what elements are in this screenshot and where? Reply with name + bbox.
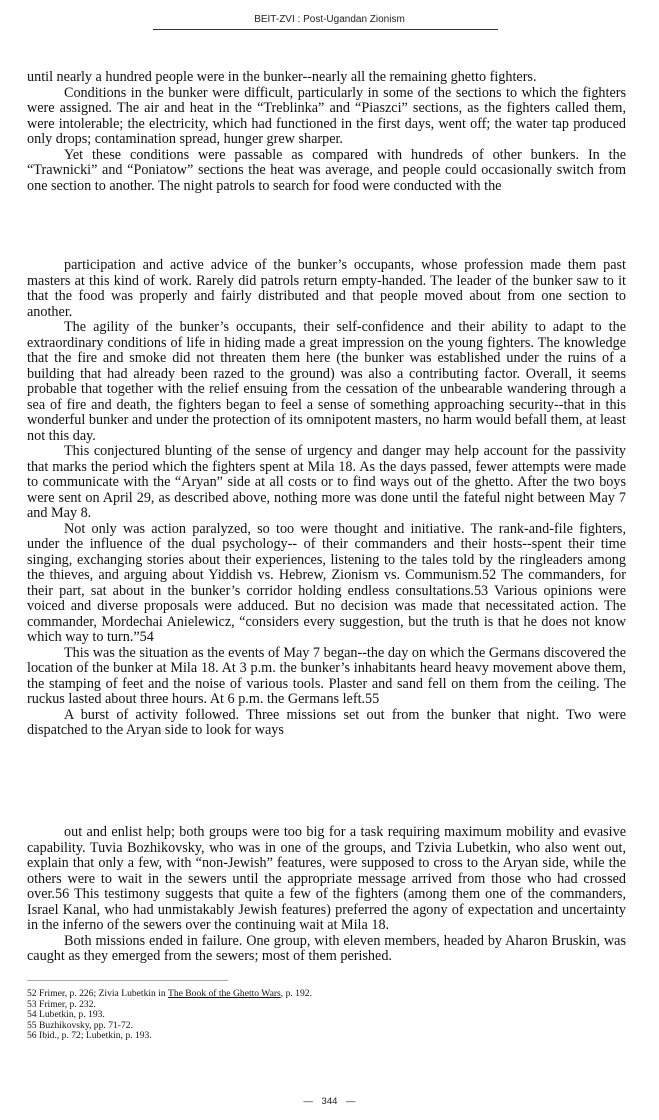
paragraph: A burst of activity followed. Three missions set out from the bunker that night. Two were dispatched to the Aryan side to look for ways [27, 706, 626, 738]
footnote-text: Frimer, p. 226; Zivia Lubetkin in [39, 988, 168, 999]
body-block-3 [27, 825, 626, 965]
footnote-number: 55 [27, 1019, 37, 1031]
footnotes [27, 989, 357, 1042]
paragraph: The agility of the bunker’s occupants, their self-confidence and their ability to adapt to the extraordinary conditions of life in hiding made a great impression on the young fighters. The knowledge that the fire and smoke did not threaten them here (the bunker was established under the ruins of a building that had already been razed to the ground) was also a contributing factor. Overall, it seems probable that together with the relief ensuing from the cessation of the unbearable wandering through a sea of fire and death, the fighters began to feel a sense of something approaching security--that in this wonderful bunker and under the protection of its omnipotent masters, no harm would befall them, at least not this day. [27, 319, 626, 444]
paragraph: out and enlist help; both groups were too big for a task requiring maximum mobility and evasive capability. Tuvia Bozhikovsky, who was in one of the groups, and Tzivia Lubetkin, who also went out, explain that only a few, with “non-Jewish” features, were supposed to cross to the Aryan side, while the others were to wait in the sewers until the appropriate message arrived from those who had crossed over.56 This testimony suggests that quite a few of the fighters (among them one of the commanders, Israel Kanal, who had unmistakably Jewish features) preferred the agony of expectation and uncertainty in the inferno of the sewers over the continuing wait at Mila 18. [27, 824, 626, 933]
footnote-number: 52 [27, 988, 37, 999]
footnote-text: , p. 192. [280, 988, 312, 999]
paragraph: Both missions ended in failure. One group, with eleven members, headed by Aharon Bruskin, was caught as they emerged from the sewers; most of them perished. [27, 932, 626, 964]
footnote-text: Frimer, p. 232. [39, 998, 96, 1010]
footnote-book-title: The Book of the Ghetto Wars [167, 988, 281, 999]
running-header: BEIT-ZVI : Post-Ugandan Zionism [254, 14, 405, 25]
header-rule [153, 29, 498, 30]
paragraph: This conjectured blunting of the sense of urgency and danger may help account for the passivity that marks the period which the fighters spent at Mila 18. As the days passed, fewer attempts were made to communicate with the “Aryan” side at all costs or to find ways out of the ghetto. After the two boys were sent on April 29, as described above, nothing more was done until the fateful night between May 7 and May 8. [27, 443, 626, 521]
paragraph: This was the situation as the events of May 7 began--the day on which the Germans discovered the location of the bunker at Mila 18. At 3 p.m. the bunker’s inhabitants heard heavy movement above them, the stamping of feet and the noise of various tools. Plaster and sand fell on them from the ceiling. The ruckus lasted about three hours. At 6 p.m. the Germans left.55 [27, 644, 626, 707]
body-block-2 [27, 258, 626, 739]
paragraph: Yet these conditions were passable as compared with hundreds of other bunkers. In the “Trawnicki” and “Poniatow” sections the heat was average, and people could occasionally switch from one section to another. The night patrols to search for food were conducted with the [27, 146, 626, 194]
body-block-1 [27, 70, 626, 194]
footnote-number: 54 [27, 1009, 37, 1021]
footnote-number: 56 [27, 1030, 37, 1042]
footnote-text: Lubetkin, p. 193. [39, 1009, 105, 1021]
paragraph: Conditions in the bunker were difficult, particularly in some of the sections to which the fighters were assigned. The air and heat in the “Treblinka” and “Piaszci” sections, as the fighters called them, were intolerable; the electricity, which had functioned in the first days, went off; the water tap produced only drops; contamination spread, hunger grew sharper. [27, 84, 626, 147]
footnote-text: Buzhikovsky, pp. 71-72. [39, 1019, 133, 1031]
footnote-number: 53 [27, 998, 37, 1010]
footnote-56 [27, 1031, 357, 1042]
footnote-text: Ibid., p. 72; Lubetkin, p. 193. [39, 1030, 152, 1042]
paragraph: participation and active advice of the bunker’s occupants, whose profession made them past masters at this kind of work. Rarely did patrols return empty-handed. The leader of the bunker saw to it that the food was properly and fairly distributed and that people moved about from one section to another. [27, 257, 626, 320]
paragraph: until nearly a hundred people were in the bunker--nearly all the remaining ghetto fighters. [27, 69, 537, 85]
paragraph: Not only was action paralyzed, so too were thought and initiative. The rank-and-file fighters, under the influence of the dual psychology-- of their commanders and their hosts--spent their time singing, exchanging stories about their experiences, listening to the tales told by the ringleaders among the thieves, and arguing about Yiddish vs. Hebrew, Zionism vs. Communism.52 The commanders, for their part, sat about in the bunker’s corridor holding endless consultations.53 Various opinions were voiced and diverse proposals were adduced. But no decision was made that necessitated action. The commander, Mordechai Anielewicz, “considers every suggestion, but the truth is that he does not know which way to turn.”54 [27, 520, 626, 645]
page-number: — 344 — [303, 1096, 356, 1107]
footnote-separator [27, 980, 228, 981]
